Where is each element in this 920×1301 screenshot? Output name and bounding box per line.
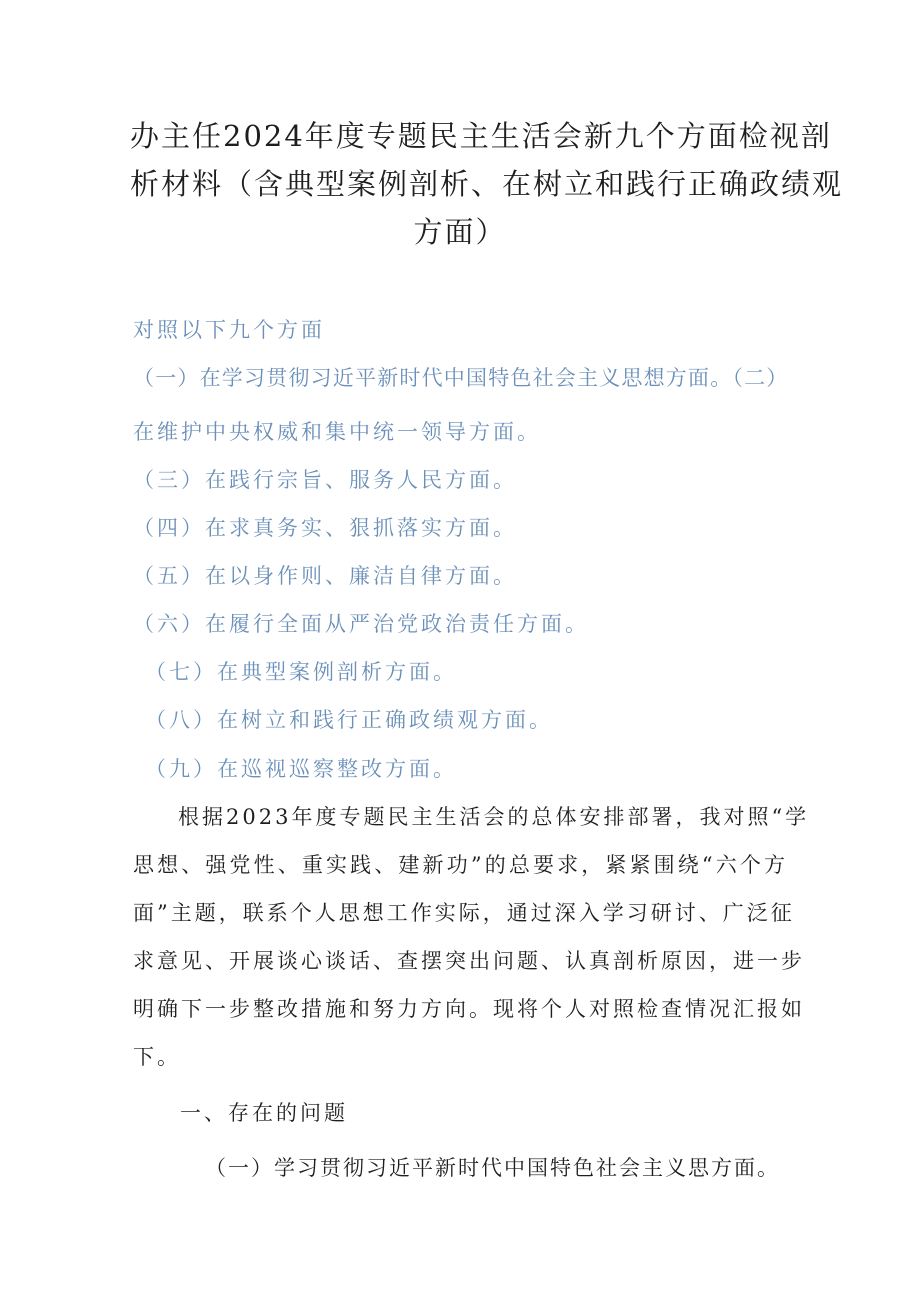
intro-paragraph-line-3: 面”主题，联系个人思想工作实际，通过深入学习研讨、广泛征 xyxy=(133,901,795,925)
section-heading: 一、存在的问题 xyxy=(180,1101,348,1125)
intro-paragraph-line-5: 明确下一步整改措施和努力方向。现将个人对照检查情况汇报如 xyxy=(133,997,805,1021)
aspect-line-2: 在维护中央权威和集中统一领导方面。 xyxy=(133,420,541,444)
aspect-line-9: （九）在巡视巡察整改方面。 xyxy=(145,757,457,781)
aspect-line-6: （六）在履行全面从严治党政治责任方面。 xyxy=(133,612,589,636)
aspect-line-5: （五）在以身作则、廉洁自律方面。 xyxy=(133,564,517,588)
document-title-line-2: 析材料（含典型案例剖析、在树立和践行正确政绩观 xyxy=(130,167,844,201)
document-title-line-3: 方面） xyxy=(413,215,507,249)
aspect-line-8: （八）在树立和践行正确政绩观方面。 xyxy=(145,708,553,732)
subsection-heading: （一）学习贯彻习近平新时代中国特色社会主义思方面。 xyxy=(205,1156,780,1180)
document-title-line-1: 办主任2024年度专题民主生活会新九个方面检视剖 xyxy=(130,119,832,153)
intro-paragraph-line-2: 思想、强党性、重实践、建新功”的总要求，紧紧围绕“六个方 xyxy=(133,853,788,877)
aspect-line-4: （四）在求真务实、狠抓落实方面。 xyxy=(133,516,517,540)
aspect-line-7: （七）在典型案例剖析方面。 xyxy=(145,660,457,684)
aspects-heading: 对照以下九个方面 xyxy=(133,318,325,342)
aspect-line-1: （一）在学习贯彻习近平新时代中国特色社会主义思想方面。（二） xyxy=(133,366,789,390)
intro-paragraph-line-4: 求意见、开展谈心谈话、查摆突出问题、认真剖析原因，进一步 xyxy=(133,949,805,973)
intro-paragraph-line-6: 下。 xyxy=(133,1045,181,1069)
intro-paragraph-line-1: 根据2023年度专题民主生活会的总体安排部署，我对照“学 xyxy=(178,805,810,829)
aspect-line-3: （三）在践行宗旨、服务人民方面。 xyxy=(133,468,517,492)
